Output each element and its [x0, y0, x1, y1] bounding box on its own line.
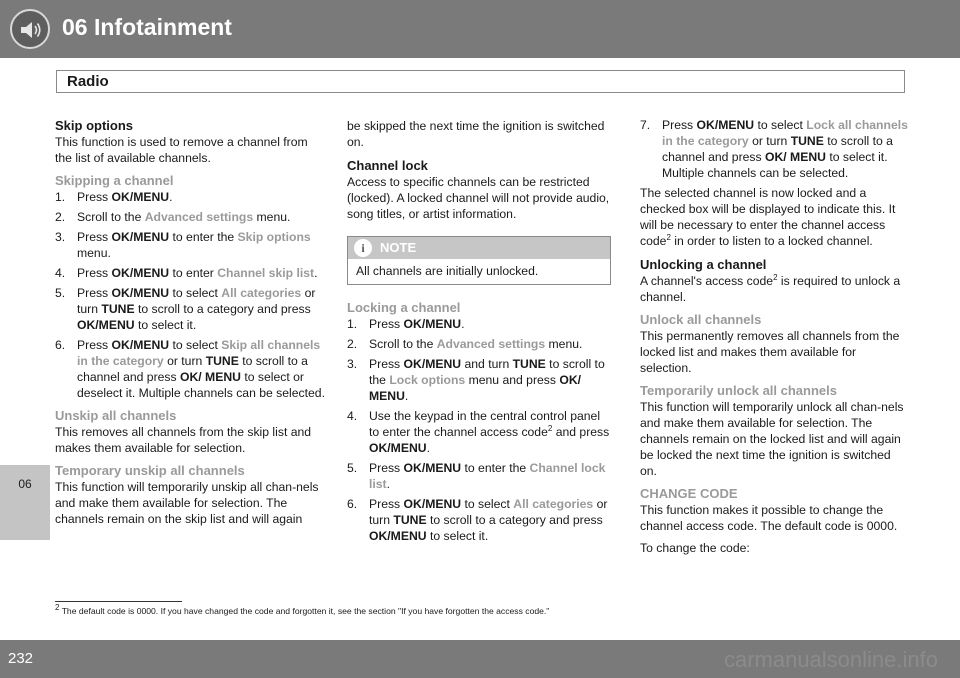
column-3	[640, 117, 908, 562]
footnote-ref: 2	[547, 423, 553, 433]
step-item: 5. Press OK/MENU to enter the Channel lock list.	[347, 461, 606, 491]
step-item: 6. Press OK/MENU to select All categories or turn TUNE to scroll to a category and press OK/MENU to select it.	[347, 497, 608, 543]
paragraph: To change the code:	[640, 541, 750, 555]
note-text: All channels are initially unlocked.	[356, 264, 539, 278]
paragraph: A channel's access code$^2$ is required to unlock a channel.	[640, 272, 901, 304]
watermark: carmanualsonline.info	[723, 647, 938, 672]
info-icon: i	[354, 239, 372, 257]
step-item: 3. Press OK/MENU to enter the Skip options menu.	[55, 230, 311, 260]
step-item: 2. Scroll to the Advanced settings menu.	[55, 210, 291, 224]
step-item: 6. Press OK/MENU to select Skip all channels in the category or turn TUNE to scroll to a channel and press OK/ MENU to select or deselect it. Multiple channels can be selected.	[55, 338, 325, 400]
footnote-ref: 2	[773, 272, 778, 282]
chapter-sidebar	[0, 58, 50, 640]
paragraph: This function will temporarily unlock all chan-nels and make them available for selection. The channels remain on the locked list and will again be locked the next time the ignition is switched on.	[640, 400, 904, 478]
chapter-title: 06 Infotainment	[62, 14, 232, 40]
paragraph: be skipped the next time the ignition is switched on.	[347, 119, 605, 149]
chapter-header-bar	[0, 0, 960, 58]
footnote: $^2$ The default code is 0000. If you have changed the code and forgotten it, see the section "If you have forgotten the access code."	[55, 603, 550, 616]
page-number: 232	[8, 650, 34, 667]
heading-locking-a-channel: Locking a channel	[347, 300, 461, 315]
step-item: 1. Press OK/MENU.	[55, 190, 173, 204]
note-label: NOTE	[380, 240, 417, 255]
step-item: 7. Press OK/MENU to select Lock all channels in the category or turn TUNE to scroll to a channel and press OK/ MENU to select it. Multiple channels can be selected.	[640, 118, 908, 180]
heading-channel-lock: Channel lock	[347, 158, 428, 173]
heading-skipping-a-channel: Skipping a channel	[55, 173, 174, 188]
step-item: 4. Press OK/MENU to enter Channel skip list.	[55, 266, 318, 280]
heading-unskip-all: Unskip all channels	[55, 408, 177, 423]
footnote-ref: 2	[666, 232, 671, 242]
paragraph: This permanently removes all channels from the locked list and makes them available for selection.	[640, 329, 900, 375]
speaker-icon	[10, 9, 50, 49]
paragraph: This function will temporarily unskip all chan-nels and make them available for selection. The channels remain on the skip list and will again	[55, 480, 319, 526]
paragraph: This function is used to remove a channel from the list of available channels.	[55, 135, 308, 165]
note-header	[348, 237, 610, 259]
step-item: 3. Press OK/MENU and turn TUNE to scroll to the Lock options menu and press OK/ MENU.	[347, 357, 605, 403]
steps-skipping	[55, 189, 325, 401]
section-title-bar	[56, 70, 905, 93]
footnote-divider	[55, 601, 182, 602]
paragraph: The selected channel is now locked and a checked box will be displayed to indicate this. It will be necessary to enter the channel access code$^2$ in order to listen to a locked channel.	[640, 186, 896, 248]
paragraph: This removes all channels from the skip list and makes them available for selection.	[55, 425, 312, 455]
step-item: 2. Scroll to the Advanced settings menu.	[347, 337, 583, 351]
heading-skip-options: Skip options	[55, 118, 133, 133]
column-2	[347, 118, 613, 548]
heading-temporary-unskip: Temporary unskip all channels	[55, 463, 245, 478]
heading-unlocking-a-channel: Unlocking a channel	[640, 257, 767, 272]
step-item: 1. Press OK/MENU.	[347, 317, 465, 331]
note-box	[347, 236, 611, 285]
column-1	[55, 117, 325, 533]
chapter-tab: 06	[0, 465, 50, 540]
section-title: Radio	[67, 73, 109, 90]
paragraph: Access to specific channels can be restricted (locked). A locked channel will not provide audio, song titles, or artist information.	[347, 175, 610, 221]
steps-locking	[347, 316, 613, 544]
step-item: 5. Press OK/MENU to select All categories or turn TUNE to scroll to a category and press OK/MENU to select it.	[55, 286, 316, 332]
heading-change-code: CHANGE CODE	[640, 486, 738, 501]
paragraph: This function makes it possible to change the channel access code. The default code is 0000.	[640, 503, 898, 533]
steps-locking-cont	[640, 117, 908, 181]
heading-unlock-all: Unlock all channels	[640, 312, 762, 327]
heading-temporarily-unlock: Temporarily unlock all channels	[640, 383, 837, 398]
step-item: 4. Use the keypad in the central control panel to enter the channel access code$^2$ and press OK/MENU.	[347, 409, 610, 455]
page-footer-bar	[0, 640, 960, 678]
